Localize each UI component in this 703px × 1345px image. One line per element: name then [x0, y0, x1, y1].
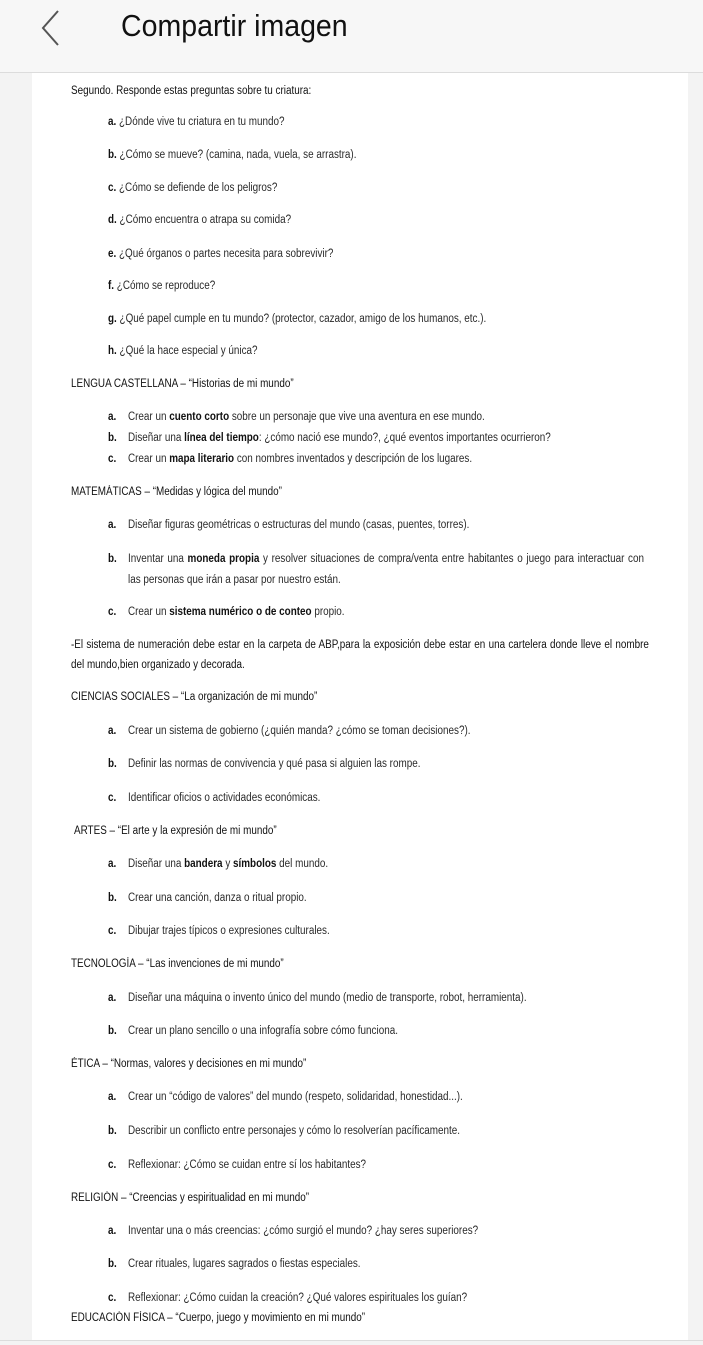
- question-text: ¿Cómo se mueve? (camina, nada, vuela, se arrastra).: [119, 149, 357, 161]
- item-label: a.: [108, 858, 117, 870]
- text-segment: Crear un plano sencillo o una infografía sobre cómo funciona.: [128, 1025, 398, 1037]
- shared-image: [32, 73, 688, 1340]
- item-label: b.: [108, 892, 117, 904]
- item-text: [128, 757, 420, 771]
- question-text: ¿Cómo se defiende de los peligros?: [119, 182, 278, 194]
- text-segment: Diseñar una máquina o invento único del mundo (medio de transporte, robot, herramienta).: [128, 992, 527, 1004]
- item-label: c.: [108, 792, 117, 804]
- text-segment: Reflexionar: ¿Cómo se cuidan entre sí los habitantes?: [128, 1159, 367, 1171]
- text-segment: Inventar una o más creencias: ¿cómo surgió el mundo? ¿hay seres superiores?: [128, 1225, 479, 1237]
- item-text: [128, 1090, 463, 1104]
- question-label: e.: [108, 248, 117, 260]
- item-label: b.: [108, 1125, 117, 1137]
- question-item: [108, 312, 486, 326]
- item-label: c.: [108, 925, 117, 937]
- text-segment: Crear un: [128, 411, 170, 423]
- text-segment: : ¿cómo nació ese mundo?, ¿qué eventos importantes ocurrieron?: [258, 432, 551, 444]
- item-text: [128, 857, 328, 871]
- question-label: c.: [108, 182, 117, 194]
- question-label: d.: [108, 214, 117, 226]
- item-text: [128, 549, 644, 591]
- section-title: EDUCACIÓN FÍSICA – “Cuerpo, juego y movimiento en mi mundo”: [71, 1312, 366, 1324]
- section-title: ÉTICA – “Normas, valores y decisiones en mi mundo”: [71, 1058, 307, 1070]
- text-segment: Crear un: [128, 453, 170, 465]
- bold-text: bandera: [184, 858, 223, 870]
- text-segment: Crear un: [128, 606, 170, 618]
- note-text: -El sistema de numeración debe estar en la carpeta de ABP,para la exposición debe estar en una cartelera donde lleve el nombre del mundo,bien organizado y decorada.: [71, 639, 649, 671]
- text-segment: Identificar oficios o actividades económicas.: [128, 792, 321, 804]
- item-text: [128, 924, 330, 938]
- section-title: ARTES – “El arte y la expresión de mi mundo”: [74, 825, 277, 837]
- text-segment: del mundo.: [276, 858, 329, 870]
- text-segment: sobre un personaje que vive una aventura en ese mundo.: [229, 411, 485, 423]
- item-label: a.: [108, 411, 117, 423]
- item-text: [128, 1224, 478, 1238]
- text-segment: Describir un conflicto entre personajes y cómo lo resolverían pacíficamente.: [128, 1125, 461, 1137]
- question-item: [108, 247, 333, 261]
- item-text: [128, 791, 320, 805]
- intro-heading: Segundo. Responde estas preguntas sobre tu criatura:: [71, 85, 312, 97]
- question-item: [108, 181, 277, 195]
- item-label: b.: [108, 1025, 117, 1037]
- question-item: [108, 148, 356, 162]
- question-text: ¿Dónde vive tu criatura en tu mundo?: [119, 116, 285, 128]
- question-text: ¿Qué la hace especial y única?: [119, 345, 258, 357]
- item-label: a.: [108, 725, 117, 737]
- bold-text: moneda propia: [187, 553, 260, 565]
- item-label: b.: [108, 432, 117, 444]
- section-title: MATEMÁTICAS – “Medidas y lógica del mundo”: [71, 486, 282, 498]
- item-text: [128, 1257, 361, 1271]
- item-text: [128, 518, 469, 532]
- item-label: c.: [108, 1292, 117, 1304]
- question-label: h.: [108, 345, 117, 357]
- section-title: LENGUA CASTELLANA – “Historias de mi mundo”: [71, 378, 294, 390]
- question-text: ¿Qué órganos o partes necesita para sobrevivir?: [119, 248, 334, 260]
- item-label: b.: [108, 553, 117, 565]
- item-text: [128, 724, 470, 738]
- text-segment: y resolver situaciones de compra/venta entre habitantes o juego para interactuar con las personas que irán a pasar por nuestro están.: [128, 553, 644, 586]
- bold-text: sistema numérico o de conteo: [169, 606, 312, 618]
- chevron-left-icon: [38, 8, 68, 48]
- text-segment: Diseñar figuras geométricas o estructuras del mundo (casas, puentes, torres).: [128, 519, 470, 531]
- question-text: ¿Qué papel cumple en tu mundo? (protector, cazador, amigo de los humanos, etc.).: [119, 313, 487, 325]
- item-text: [128, 991, 527, 1005]
- text-segment: Crear una canción, danza o ritual propio.: [128, 892, 307, 904]
- item-label: a.: [108, 519, 117, 531]
- text-segment: Reflexionar: ¿Cómo cuidan la creación? ¿Qué valores espirituales los guían?: [128, 1292, 468, 1304]
- bold-text: mapa literario: [169, 453, 235, 465]
- text-segment: Crear un “código de valores” del mundo (respeto, solidaridad, honestidad...).: [128, 1091, 463, 1103]
- item-text: [128, 452, 472, 466]
- item-text: [128, 1158, 366, 1172]
- back-button[interactable]: [38, 8, 68, 48]
- item-label: b.: [108, 758, 117, 770]
- item-text: [128, 1291, 467, 1305]
- section-title: TECNOLOGÍA – “Las invenciones de mi mundo”: [71, 958, 284, 970]
- text-segment: Diseñar una: [128, 432, 185, 444]
- item-text: [128, 1024, 398, 1038]
- question-label: a.: [108, 116, 117, 128]
- divider: [0, 1340, 703, 1341]
- bold-text: línea del tiempo: [184, 432, 259, 444]
- text-segment: propio.: [311, 606, 345, 618]
- text-segment: Crear rituales, lugares sagrados o fiestas especiales.: [128, 1258, 361, 1270]
- question-item: [108, 344, 258, 358]
- item-label: a.: [108, 1091, 117, 1103]
- question-item: [108, 279, 215, 293]
- item-text: [128, 410, 485, 424]
- question-text: ¿Cómo encuentra o atrapa su comida?: [119, 214, 292, 226]
- bold-text: cuento corto: [169, 411, 230, 423]
- item-label: a.: [108, 992, 117, 1004]
- item-text: [128, 891, 307, 905]
- question-item: [108, 213, 291, 227]
- item-text: [128, 1124, 460, 1138]
- item-label: c.: [108, 606, 117, 618]
- text-segment: Dibujar trajes típicos o expresiones culturales.: [128, 925, 330, 937]
- item-label: a.: [108, 1225, 117, 1237]
- text-segment: Crear un sistema de gobierno (¿quién manda? ¿cómo se toman decisiones?).: [128, 725, 471, 737]
- question-label: b.: [108, 149, 117, 161]
- item-text: [128, 605, 345, 619]
- question-item: [108, 115, 284, 129]
- question-text: ¿Cómo se reproduce?: [116, 280, 216, 292]
- text-segment: y: [222, 858, 234, 870]
- item-label: c.: [108, 453, 117, 465]
- text-segment: Definir las normas de convivencia y qué pasa si alguien las rompe.: [128, 758, 421, 770]
- question-label: f.: [108, 280, 115, 292]
- bold-text: símbolos: [233, 858, 277, 870]
- question-label: g.: [108, 313, 117, 325]
- item-text: [128, 431, 551, 445]
- page-title: Compartir imagen: [121, 8, 348, 43]
- item-label: b.: [108, 1258, 117, 1270]
- item-label: c.: [108, 1159, 117, 1171]
- text-segment: con nombres inventados y descripción de los lugares.: [234, 453, 473, 465]
- section-title: RELIGIÓN – “Creencias y espiritualidad en mi mundo”: [71, 1192, 310, 1204]
- text-segment: Diseñar una: [128, 858, 185, 870]
- top-bar: [0, 0, 703, 73]
- section-title: CIENCIAS SOCIALES – “La organización de mi mundo”: [71, 691, 318, 703]
- text-segment: Inventar una: [128, 553, 188, 565]
